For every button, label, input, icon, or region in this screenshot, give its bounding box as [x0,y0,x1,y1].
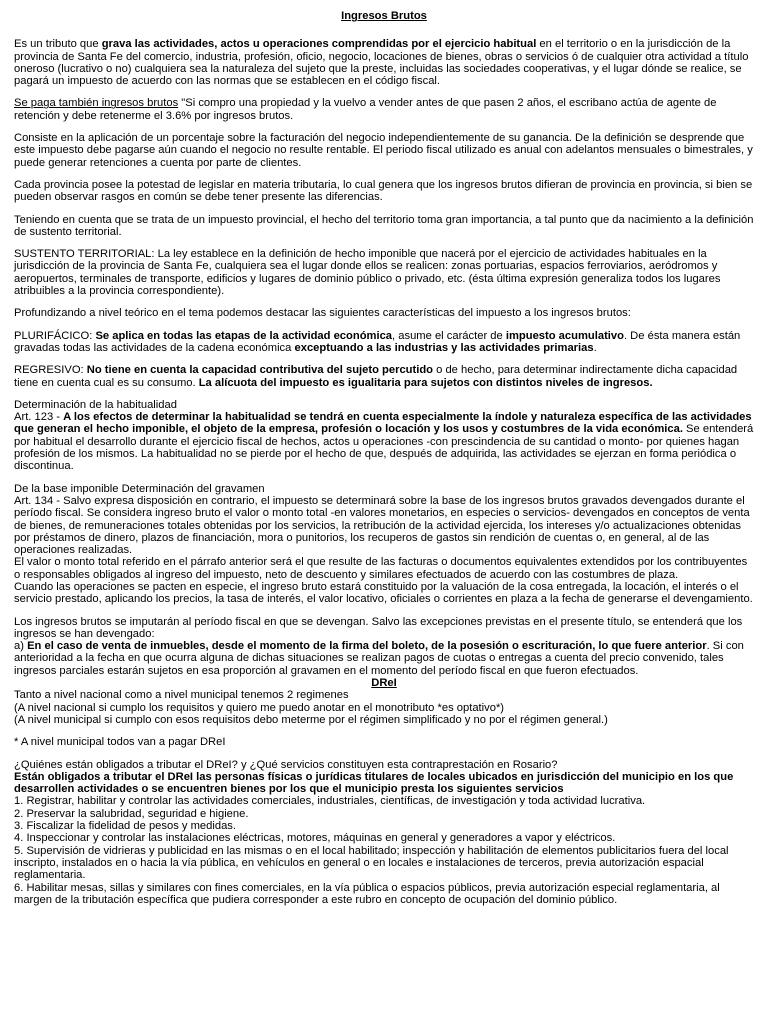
paragraph-percentage: Consiste en la aplicación de un porcentaje sobre la facturación del negocio independientemente de su ganancia. De la definición se desprende que este impuesto debe pagarse aún cuando el negocio no resulte rentable. El periodo fiscal utilizado es anual con adelantos mensuales o bimestrales, y puede generar retenciones a cuenta por parte de clientes. [14,132,753,169]
paragraph-imputacion: Los ingresos brutos se imputarán al período fiscal en que se devengan. Salvo las excepciones previstas en el presente título, se entenderá que los ingresos se han devengado: [14,615,743,640]
list-item: 1. Registrar, habilitar y controlar las actividades comerciales, industriales, científicas, de investigación y toda actividad lucrativa. [14,795,646,808]
regimes-line-2: (A nivel nacional si cumplo los requisitos y quiero me puedo anotar en el monotributo *es optativo*) [14,701,505,714]
paragraph-especie: Cuando las operaciones se pacten en especie, el ingreso bruto estará constituido por la valuación de la cosa entregada, la locación, el interés o el servicio prestado, aplicando los precios, la tasa de interés, el valor locativo, oficiales o corrientes en plaza a la fecha de generarse el devengamiento. [14,580,753,606]
paragraph-provinces: Cada provincia posee la potestad de legislar en materia tributaria, lo cual genera que los ingresos brutos difieran de provincia en provincia, si bien se pueden observar rasgos en común se debe tener presente las diferencias. [14,178,753,204]
services-list [14,795,754,906]
document-title: Ingresos Brutos [341,10,427,22]
paragraph-territorial-support: SUSTENTO TERRITORIAL: La ley establece en la definición de hecho imponible que nacerá por el ejercicio de actividades habituales en la jurisdicción de la provincia de Santa Fe, cualquiera sea el lugar donde ellos se realicen: zonas portuarias, espacios ferroviarios, aeródromos y aeropuertos, terminales de transporte, edificios y lugares de dominio público o privado, etc. (ésta última expresión generaliza todos los lugares atribuibles a la provincia correspondiente). [14,248,721,298]
paragraph-characteristics-intro: Profundizando a nivel teórico en el tema podemos destacar las siguientes características del impuesto a los ingresos brutos: [14,307,631,320]
list-item: 2. Preservar la salubridad, seguridad e higiene. [14,807,249,820]
paragraph-property-sale: Se paga también ingresos brutos "Si compro una propiedad y la vuelvo a vender antes de que pasen 2 años, el escribano actúa de agente de retención y debe retenerme el 3.6% por ingresos brutos. [14,97,717,122]
paragraph-inmuebles: a) En el caso de venta de inmuebles, desde el momento de la firma del boleto, de la posesión o escrituración, lo que fuere anterior. Si con anterioridad a la fecha en que ocurra alguna de dichas situaciones se realizan pagos de cuotas o entregas a cuenta del precio convenido, tales ingresos parciales estarán sujetos en esa proporción al gravamen en el momento del período fiscal en que fueron efectuados. [14,640,744,677]
list-item: 5. Supervisión de vidrieras y publicidad en las mismas o en el local habilitado; inspección y habilitación de elementos publicitarios fuera del local inscripto, instalados en o hacia la vía pública, en vehículos en general o en locales e instalaciones de terceros, previa autorización espacial reglamentaria. [14,844,729,882]
habitualidad-heading: Determinación de la habitualidad [14,398,177,411]
list-item: 3. Fiscalizar la fidelidad de pesos y medidas. [14,820,236,833]
paragraph-valor-monto: El valor o monto total referido en el párrafo anterior será el que resulte de las facturas o documentos equivalentes extendidos por los contribuyentes o responsables obligados al ingreso del impuesto, neto de descuento y similares efectuados de acuerdo con las costumbres de plaza. [14,556,748,581]
paragraph-definition: Es un tributo que grava las actividades, actos u operaciones comprendidas por el ejercicio habitual en el territorio o en la jurisdicción de la provincia de Santa Fe del comercio, industria, profesión, oficio, negocio, locaciones de bienes, obras o servicios ó de cualquier otra actividad a título oneroso (lucrativo o no) cualquiera sea la naturaleza del sujeto que la preste, incluidas las sociedades cooperativas, y el lugar dónde se realice, se pagará un impuesto de acuerdo con las normas que se establecen en el código fiscal. [14,38,749,88]
paragraph-regresivo: REGRESIVO: No tiene en cuenta la capacidad contributiva del sujeto percutido o de hecho, para determinar indirectamente dicha capacidad tiene en cuenta cual es su consumo. La alícuota del impuesto es igualitaria para sujetos con distintos niveles de ingresos. [14,364,738,389]
paragraph-plurifasico: PLURIFÁCICO: Se aplica en todas las etapas de la actividad económica, asume el carácter de impuesto acumulativo. De ésta manera están gravadas todas las actividades de la cadena económica exceptuando a las industrias y las actividades primarias. [14,329,741,354]
paragraph-art-134: Art. 134 - Salvo expresa disposición en contrario, el impuesto se determinará sobre la base de los ingresos brutos gravados devengados durante el período fiscal. Se considera ingreso bruto el valor o monto total -en valores monetarios, en especies o servicios- devengados en conceptos de venta de bienes, de remuneraciones totales obtenidas por los servicios, la retribución de la actividad ejercida, los intereses y/o actualizaciones obtenidas por préstamos de dinero, plazos de financiación, mora o punitorios, los recuperos de gastos sin rendición de cuentas o, en general, al de las operaciones realizadas. [14,494,750,557]
list-item: 6. Habilitar mesas, sillas y similares con fines comerciales, en la vía pública o espacios públicos, previa autorización especial reglamentaria, al margen de la tributación específica que pudiera corresponder a este rubro en concepto de ocupación del dominio público. [14,881,720,906]
base-imponible-heading: De la base imponible Determinación del gravamen [14,482,265,495]
municipal-note: * A nivel municipal todos van a pagar DReI [14,736,226,749]
list-item: 4. Inspeccionar y controlar las instalaciones eléctricas, motores, máquinas en general y generadores a vapor y eléctricos. [14,832,616,845]
drei-obligated: Están obligados a tributar el DReI las personas físicas o jurídicas titulares de locales ubicados en jurisdicción del municipio en los que desarrollen actividades o se encuentren bienes por los que el municipio presta los siguientes servicios [14,770,734,796]
paragraph-art-123: Art. 123 - A los efectos de determinar la habitualidad se tendrá en cuenta especialmente la índole y naturaleza específica de las actividades que generan el hecho imponible, el objeto de la empresa, profesión o locación y los usos y costumbres de la vida económica. Se entenderá por habitual el desarrollo durante el ejercicio fiscal de hechos, actos u operaciones -con prescindencia de su cantidad o monto- por quienes hagan profesión de los mismos. La habitualidad no se pierde por el hecho de que, después de adquirida, las actividades se ejerzan en forma periódica o discontinua. [14,411,754,473]
drei-question: ¿Quiénes están obligados a tributar el DReI? y ¿Qué servicios constituyen esta contraprestación en Rosario? [14,758,558,771]
regimes-line-1: Tanto a nivel nacional como a nivel municipal tenemos 2 regimenes [14,689,349,702]
drei-heading: DReI [371,677,397,690]
paragraph-provincial-tax: Teniendo en cuenta que se trata de un impuesto provincial, el hecho del territorio toma gran importancia, a tal punto que da nacimiento a la definición de sustento territorial. [14,213,754,238]
regimes-line-3: (A nivel municipal si cumplo con esos requisitos debo meterme por el régimen simplificado y no por el régimen general.) [14,713,608,726]
